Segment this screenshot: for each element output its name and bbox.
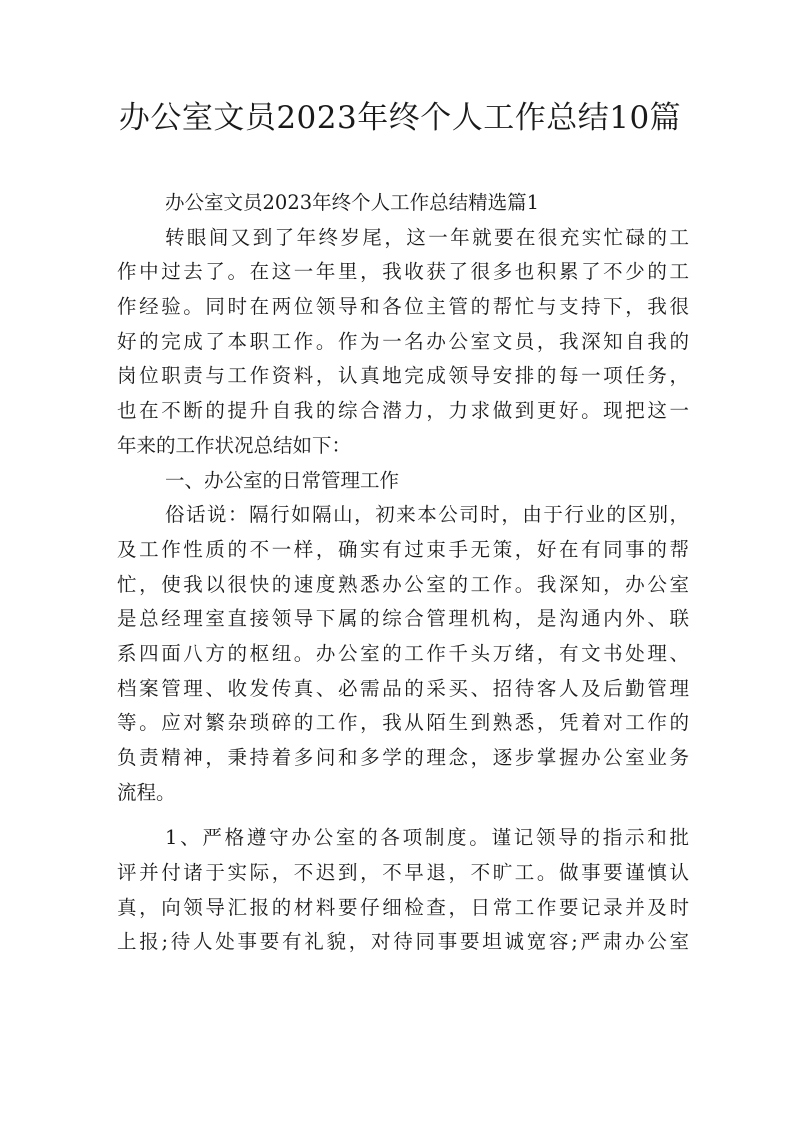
document-title: 办公室文员2023年终个人工作总结10篇 — [118, 100, 682, 136]
text-line: 好的完成了本职工作。作为一名办公室文员，我深知自我的 — [117, 329, 689, 353]
text-line: 忙，使我以很快的速度熟悉办公室的工作。我深知，办公室 — [117, 572, 689, 596]
text-line: 岗位职责与工作资料，认真地完成领导安排的每一项任务， — [117, 364, 689, 388]
text-line: 等。应对繁杂琐碎的工作，我从陌生到熟悉，凭着对工作的 — [117, 711, 689, 735]
text-line: 年来的工作状况总结如下： — [117, 433, 352, 457]
paragraph-gap — [117, 810, 689, 821]
text-line: 系四面八方的枢纽。办公室的工作千头万绪，有文书处理、 — [117, 641, 689, 665]
paragraph — [117, 821, 689, 960]
text-line: 及工作性质的不一样，确实有过束手无策，好在有同事的帮 — [117, 537, 689, 561]
text-line: 转眼间又到了年终岁尾，这一年就要在很充实忙碌的工 — [165, 225, 689, 249]
text-line: 档案管理、收发传真、必需品的采买、招待客人及后勤管理 — [117, 676, 689, 700]
text-line: 评并付诸于实际，不迟到，不早退，不旷工。做事要谨慎认 — [117, 861, 689, 885]
paragraph — [117, 221, 689, 464]
section-heading — [117, 464, 689, 499]
text-line: 俗话说：隔行如隔山，初来本公司时，由于行业的区别， — [165, 503, 689, 527]
text-line: 流程。 — [117, 780, 176, 804]
text-line: 上报;待人处事要有礼貌，对待同事要坦诚宽容;严肃办公室 — [117, 930, 689, 954]
text-line: 也在不断的提升自我的综合潜力，力求做到更好。现把这一 — [117, 399, 689, 423]
document-body — [117, 186, 689, 960]
text-line: 1、严格遵守办公室的各项制度。谨记领导的指示和批 — [165, 826, 689, 850]
text-line: 真，向领导汇报的材料要仔细检查，日常工作要记录并及时 — [117, 895, 689, 919]
text-line: 是总经理室直接领导下属的综合管理机构，是沟通内外、联 — [117, 607, 689, 631]
section-heading: 办公室文员2023年终个人工作总结精选篇1 — [165, 191, 540, 214]
text-line: 一、办公室的日常管理工作 — [165, 468, 400, 492]
text-line: 负责精神，秉持着多问和多学的理念，逐步掌握办公室业务 — [117, 746, 689, 769]
paragraph — [117, 498, 689, 810]
text-line: 作中过去了。在这一年里，我收获了很多也积累了不少的工 — [117, 260, 689, 284]
text-line: 作经验。同时在两位领导和各位主管的帮忙与支持下，我很 — [117, 295, 689, 319]
